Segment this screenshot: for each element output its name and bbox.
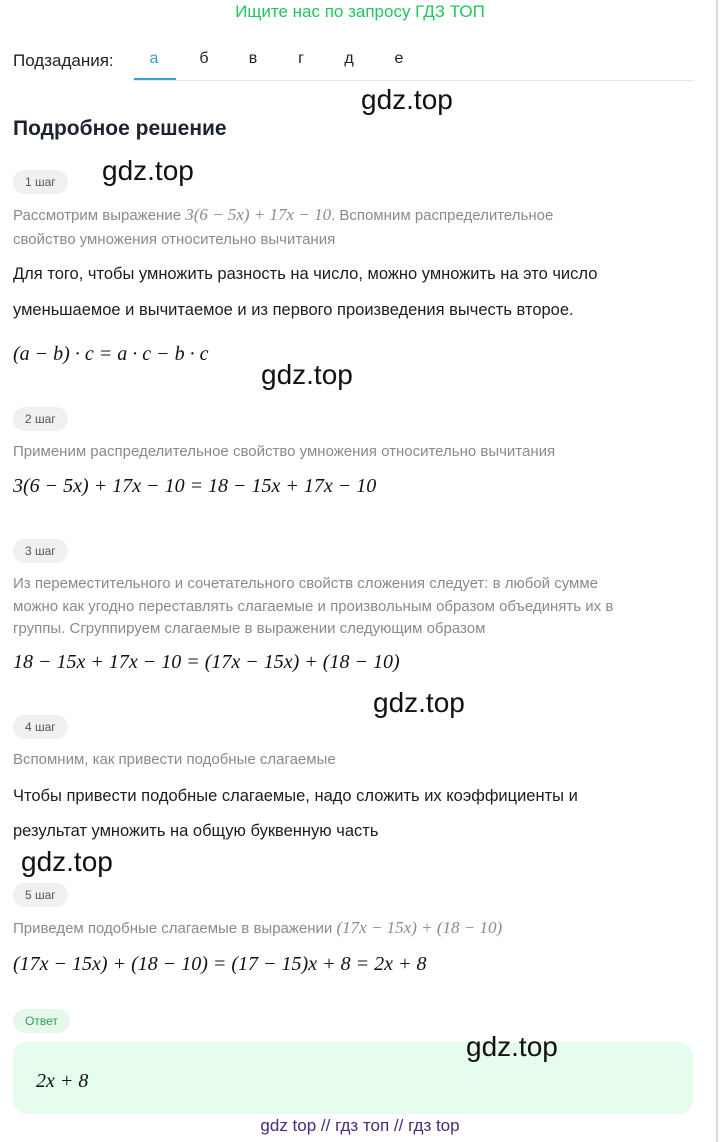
step-intro-math: (17x − 15x) + (18 − 10) bbox=[336, 918, 503, 937]
step-badge: 5 шаг bbox=[13, 883, 68, 907]
answer-value: 2x + 8 bbox=[36, 1070, 89, 1092]
step-intro-text: . Вспомним распределительное bbox=[331, 207, 554, 224]
step-badge: 1 шаг bbox=[13, 170, 68, 194]
watermark: gdz.top bbox=[361, 84, 453, 115]
subtasks-label: Подзадания: bbox=[13, 51, 114, 70]
tab-b[interactable]: б bbox=[199, 50, 209, 67]
tabs-divider bbox=[134, 80, 694, 81]
step-badge: 3 шаг bbox=[13, 539, 68, 563]
scrollbar[interactable] bbox=[716, 0, 718, 1142]
formula: 3(6 − 5x) + 17x − 10 = 18 − 15x + 17x − 10 bbox=[13, 475, 377, 497]
footer-links[interactable]: gdz top // гдз топ // гдз top bbox=[260, 1116, 460, 1135]
formula: (17x − 15x) + (18 − 10) = (17 − 15)x + 8 = 2x + 8 bbox=[13, 953, 427, 975]
search-banner: Ищите нас по запросу ГДЗ ТОП bbox=[235, 2, 485, 21]
step-intro-math: 3(6 − 5x) + 17x − 10 bbox=[185, 205, 332, 224]
step-intro-line: можно как угодно переставлять слагаемые и произвольным образом объединять их в bbox=[13, 598, 614, 615]
step-intro bbox=[13, 916, 502, 940]
watermark: gdz.top bbox=[102, 155, 194, 186]
tab-e[interactable]: е bbox=[394, 50, 404, 67]
step-badge: 2 шаг bbox=[13, 407, 68, 431]
step-intro-line: группы. Сгруппируем слагаемые в выражении следующим образом bbox=[13, 620, 486, 637]
step-badge: 4 шаг bbox=[13, 715, 68, 739]
watermark: gdz.top bbox=[261, 359, 353, 390]
active-tab-indicator bbox=[134, 78, 176, 80]
tab-g[interactable]: г bbox=[298, 50, 304, 67]
step-intro-line: свойство умножения относительно вычитания bbox=[13, 231, 336, 248]
watermark: gdz.top bbox=[21, 846, 113, 877]
page-title: Подробное решение bbox=[13, 117, 227, 140]
step-intro bbox=[13, 203, 553, 227]
step-intro-text: Приведем подобные слагаемые в выражении bbox=[13, 920, 333, 937]
answer-box bbox=[13, 1042, 693, 1114]
step-intro: Вспомним, как привести подобные слагаемые bbox=[13, 751, 336, 768]
formula: (a − b) · c = a · c − b · c bbox=[13, 343, 209, 365]
step-text-line: Для того, чтобы умножить разность на число, можно умножить на это число bbox=[13, 265, 598, 283]
answer-badge: Ответ bbox=[13, 1009, 70, 1033]
watermark: gdz.top bbox=[466, 1031, 558, 1062]
formula: 18 − 15x + 17x − 10 = (17x − 15x) + (18 − 10) bbox=[13, 651, 400, 673]
tab-a[interactable]: а bbox=[149, 50, 159, 67]
step-text-line: результат умножить на общую буквенную часть bbox=[13, 822, 379, 840]
step-text-line: уменьшаемое и вычитаемое и из первого произведения вычесть второе. bbox=[13, 301, 574, 319]
step-intro-text: Рассмотрим выражение bbox=[13, 207, 182, 224]
step-text-line: Чтобы привести подобные слагаемые, надо сложить их коэффициенты и bbox=[13, 787, 578, 805]
step-intro-line: Из переместительного и сочетательного свойств сложения следует: в любой сумме bbox=[13, 575, 599, 592]
tab-v[interactable]: в bbox=[248, 50, 258, 67]
watermark: gdz.top bbox=[373, 687, 465, 718]
tab-d[interactable]: д bbox=[344, 50, 354, 67]
step-intro: Применим распределительное свойство умножения относительно вычитания bbox=[13, 443, 556, 460]
